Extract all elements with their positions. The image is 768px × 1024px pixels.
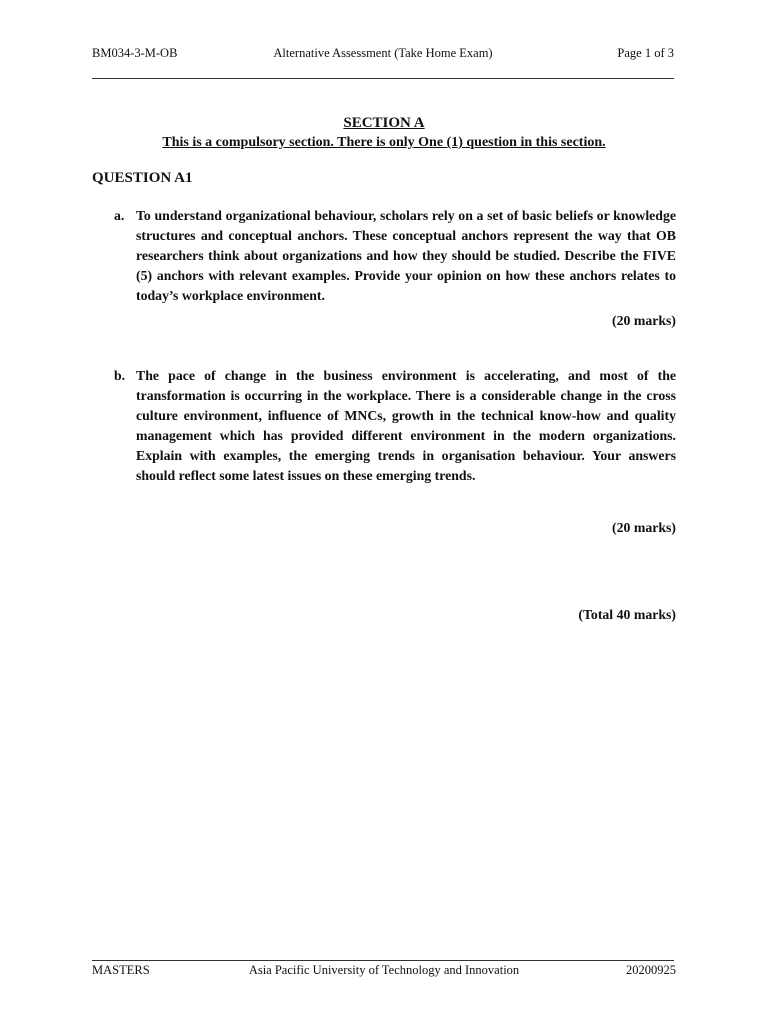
marks-label: (20 marks)	[612, 520, 676, 535]
page-header	[92, 46, 674, 64]
footer-code: 20200925	[626, 963, 676, 977]
footer-divider	[92, 960, 674, 961]
course-code: BM034-3-M-OB	[92, 46, 178, 60]
page-number: Page 1 of 3	[617, 46, 674, 60]
item-text: To understand organizational behaviour, scholars rely on a set of basic beliefs or knowledge structures and conceptual anchors. These conceptual anchors represent the way that OB researchers think about organizations and how they should be studied. Describe the FIVE (5) anchors with relevant examples. Provide your opinion on how these anchors relates to today’s workplace environment.	[136, 208, 676, 303]
question-item-a	[92, 206, 676, 306]
section-instruction: This is a compulsory section. There is only One (1) question in this section.	[162, 135, 606, 150]
item-marker: b.	[114, 368, 126, 383]
total-marks: (Total 40 marks)	[578, 607, 676, 622]
question-title: QUESTION A1	[92, 170, 193, 186]
page-footer	[92, 963, 676, 981]
header-divider	[92, 78, 674, 79]
item-text: The pace of change in the business environment is accelerating, and most of the transformation is occurring in the workplace. There is a considerable change in the cross culture environment, influence of MNCs, growth in the technical know-how and quality management which has provided different environment in the modern organizations. Explain with examples, the emerging trends in organisation behaviour. Your answers should reflect some latest issues on these emerging trends.	[136, 368, 676, 483]
section-title: SECTION A	[343, 115, 425, 131]
marks-label: (20 marks)	[612, 313, 676, 328]
footer-level: MASTERS	[92, 963, 150, 977]
footer-institution: Asia Pacific University of Technology and Innovation	[248, 963, 520, 977]
assessment-title: Alternative Assessment (Take Home Exam)	[273, 46, 493, 60]
question-item-b	[92, 366, 676, 486]
item-marker: a.	[114, 208, 125, 223]
